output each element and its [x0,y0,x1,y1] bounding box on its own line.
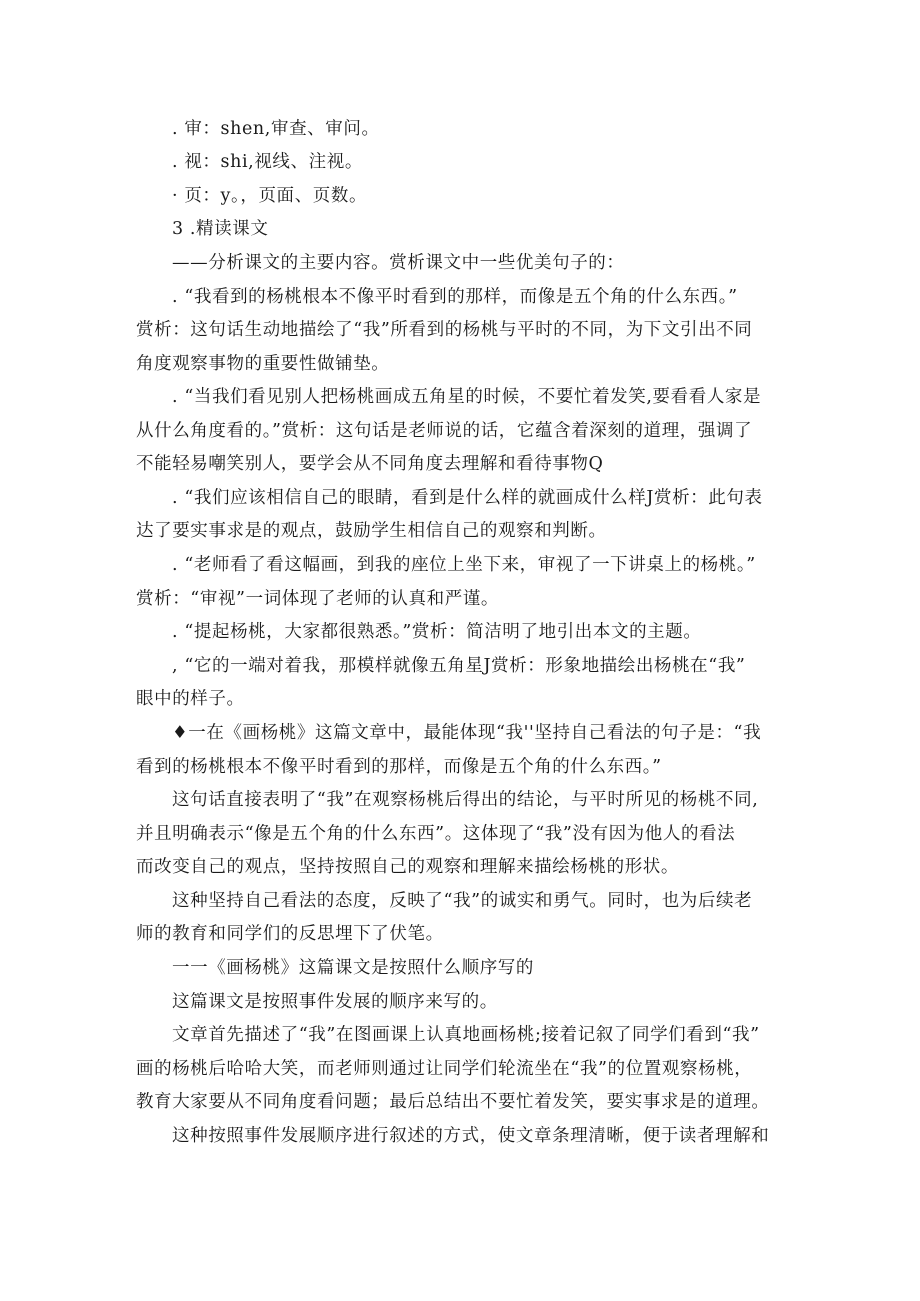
text-line: . 审：shen,审查、审问。 [172,119,380,139]
text-line: 从什么角度看的。”赏析：这句话是老师说的话，它蕴含着深刻的道理，强调了 [136,421,753,441]
text-line: · 页：y。，页面、页数。 [172,186,368,206]
text-line: 这句话直接表明了“我”在观察杨桃后得出的结论，与平时所见的杨桃不同, [172,790,759,810]
text-line: 而改变自己的观点，坚持按照自己的观察和理解来描绘杨桃的形状。 [136,857,679,877]
text-line: 眼中的样子。 [136,689,245,709]
text-line: . “我看到的杨桃根本不像平时看到的那样，而像是五个角的什么东西。” [172,287,738,307]
text-line: 这篇课文是按照事件发展的顺序来写的。 [172,992,498,1012]
text-line: . “老师看了看这幅画，到我的座位上坐下来，审视了一下讲桌上的杨桃。” [172,555,756,575]
text-line: 一一《画杨桃》这篇课文是按照什么顺序写的 [172,958,534,978]
text-line: 赏析：“审视”一词体现了老师的认真和严谨。 [136,589,499,609]
text-line: . “我们应该相信自己的眼睛，看到是什么样的就画成什么样J赏析：此句表 [172,488,763,508]
text-line: 师的教育和同学们的反思埋下了伏笔。 [136,924,444,944]
text-line: . “当我们看见别人把杨桃画成五角星的时候，不要忙着发笑,要看看人家是 [172,387,762,407]
text-line: 画的杨桃后哈哈大笑，而老师则通过让同学们轮流坐在“我”的位置观察杨桃， [136,1059,753,1079]
text-line: 看到的杨桃根本不像平时看到的那样，而像是五个角的什么东西。” [136,757,662,777]
text-line: , “它的一端对着我，那模样就像五角星J赏析：形象地描绘出杨桃在“我” [172,656,746,676]
text-line: . 视：shi,视线、注视。 [172,152,363,172]
text-line: ——分析课文的主要内容。赏析课文中一些优美句子的： [172,253,625,273]
text-line: 教育大家要从不同角度看问题；最后总结出不要忙着发笑，要实事求是的道理。 [136,1092,770,1112]
text-line: 文章首先描述了“我”在图画课上认真地画杨桃;接着记叙了同学们看到“我” [172,1025,760,1045]
text-line: 达了要实事求是的观点，鼓励学生相信自己的观察和判断。 [136,521,607,541]
text-line: 角度观察事物的重要性做铺垫。 [136,354,390,374]
text-line: 赏析：这句话生动地描绘了“我”所看到的杨桃与平时的不同，为下文引出不同 [136,320,753,340]
text-line: 并且明确表示“像是五个角的什么东西”。这体现了“我”没有因为他人的看法 [136,824,736,844]
text-line: . “提起杨桃，大家都很熟悉。”赏析：简洁明了地引出本文的主题。 [172,622,702,642]
section-heading: 3 .精读课文 [172,219,269,239]
text-line: 这种坚持自己看法的态度，反映了“我”的诚实和勇气。同时，也为后续老 [172,891,753,911]
text-line: ♦一在《画杨桃》这篇文章中，最能体现“我''坚持自己看法的句子是：“我 [172,723,762,743]
text-line: 不能轻易嘲笑别人，要学会从不同角度去理解和看待事物Q [136,454,604,474]
text-line: 这种按照事件发展顺序进行叙述的方式，使文章条理清晰，便于读者理解和 [172,1126,770,1146]
